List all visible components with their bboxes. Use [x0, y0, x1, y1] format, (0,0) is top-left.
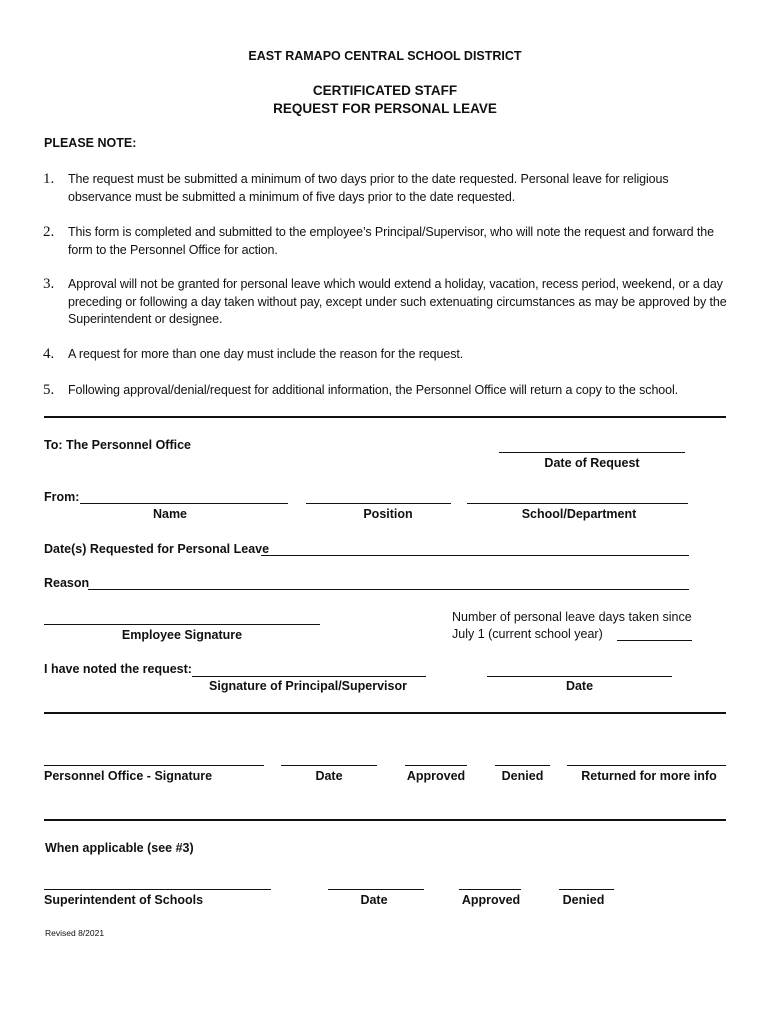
- note-text: This form is completed and submitted to the employee’s Principal/Supervisor, who will note the request and forward the form to the Personnel Office for action.: [68, 225, 714, 257]
- please-note-heading: PLEASE NOTE:: [44, 136, 137, 150]
- personnel-date-label: Date: [315, 769, 343, 783]
- superintendent-signature-field[interactable]: [44, 889, 271, 890]
- note-number: 1.: [43, 171, 55, 187]
- section-divider: [44, 819, 726, 821]
- from-label: From:: [44, 490, 80, 504]
- date-of-request-label: Date of Request: [544, 456, 640, 470]
- principal-signature-field[interactable]: [192, 676, 426, 677]
- note-text: Following approval/denial/request for additional information, the Personnel Office will return a copy to the school.: [68, 383, 679, 397]
- note-number: 5.: [43, 382, 55, 398]
- reason-label: Reason: [44, 576, 90, 590]
- revised-date: Revised 8/2021: [45, 928, 105, 938]
- district-name: EAST RAMAPO CENTRAL SCHOOL DISTRICT: [248, 49, 522, 63]
- superintendent-denied-field[interactable]: [559, 889, 614, 890]
- employee-signature-label: Employee Signature: [121, 628, 243, 642]
- note-text: Approval will not be granted for personal leave which would extend a holiday, vacation, recess period, weekend, or a day preceding or following a day taken without pay, except under such extenuating circumstances as may be approved by the Superintendent or designee.: [68, 277, 727, 326]
- section-divider: [44, 416, 726, 418]
- form-title-line2: REQUEST FOR PERSONAL LEAVE: [273, 101, 497, 116]
- superintendent-approved-label: Approved: [461, 893, 521, 907]
- superintendent-signature-label: Superintendent of Schools: [44, 893, 204, 907]
- date-of-request-field[interactable]: [499, 452, 685, 453]
- section-divider: [44, 712, 726, 714]
- personnel-returned-field[interactable]: [567, 765, 726, 766]
- personnel-approved-label: Approved: [406, 769, 466, 783]
- employee-signature-field[interactable]: [44, 624, 320, 625]
- superintendent-date-field[interactable]: [328, 889, 424, 890]
- note-number: 2.: [43, 224, 55, 240]
- personnel-denied-field[interactable]: [495, 765, 550, 766]
- personnel-approved-field[interactable]: [405, 765, 467, 766]
- note-number: 3.: [43, 276, 55, 292]
- superintendent-date-label: Date: [360, 893, 388, 907]
- personnel-signature-field[interactable]: [44, 765, 264, 766]
- form-title-line1: CERTIFICATED STAFF: [312, 83, 458, 98]
- dates-requested-label: Date(s) Requested for Personal Leave: [44, 542, 270, 556]
- to-personnel-office: To: The Personnel Office: [44, 438, 192, 452]
- name-field[interactable]: [80, 503, 288, 504]
- position-label: Position: [363, 507, 413, 521]
- principal-signature-label: Signature of Principal/Supervisor: [209, 679, 407, 693]
- principal-date-label: Date: [565, 679, 594, 693]
- days-taken-field[interactable]: [617, 640, 692, 641]
- personnel-returned-label: Returned for more info: [581, 769, 717, 783]
- principal-date-field[interactable]: [487, 676, 672, 677]
- personnel-signature-label: Personnel Office - Signature: [44, 769, 213, 783]
- reason-field[interactable]: [88, 589, 689, 590]
- superintendent-approved-field[interactable]: [459, 889, 521, 890]
- superintendent-denied-label: Denied: [562, 893, 605, 907]
- position-field[interactable]: [306, 503, 451, 504]
- note-text: A request for more than one day must include the reason for the request.: [68, 347, 464, 361]
- note-number: 4.: [43, 346, 55, 362]
- noted-request-label: I have noted the request:: [44, 662, 192, 676]
- dates-requested-field[interactable]: [261, 555, 689, 556]
- school-department-field[interactable]: [467, 503, 688, 504]
- days-taken-label-line2: July 1 (current school year): [452, 627, 603, 641]
- days-taken-label-line1: Number of personal leave days taken since: [452, 610, 692, 624]
- when-applicable-label: When applicable (see #3): [45, 841, 194, 855]
- personnel-date-field[interactable]: [281, 765, 377, 766]
- school-department-label: School/Department: [521, 507, 637, 521]
- note-text: The request must be submitted a minimum of two days prior to the date requested. Personal leave for religious observance must be submitted a minimum of five days prior to the date requested.: [68, 172, 669, 204]
- name-label: Name: [152, 507, 188, 521]
- personnel-denied-label: Denied: [501, 769, 544, 783]
